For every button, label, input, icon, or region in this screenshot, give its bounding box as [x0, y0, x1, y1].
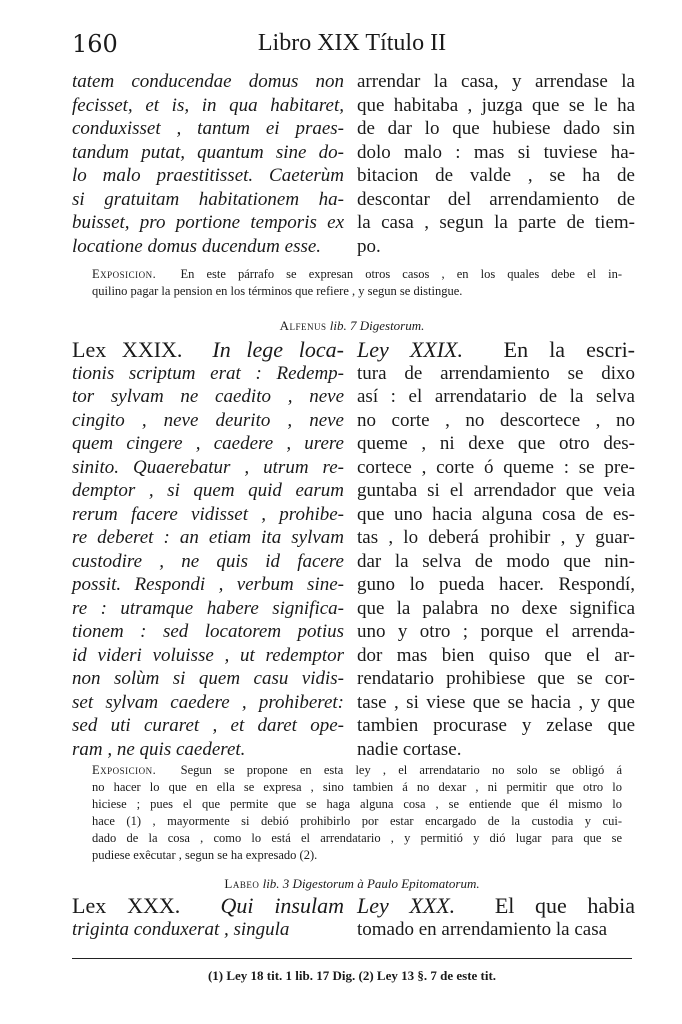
latin-text-line: conduxisset , tantum ei praes-	[72, 118, 344, 139]
citation-2	[72, 876, 632, 892]
spanish-text-line: tas , lo deberá prohibir , y guar-	[357, 527, 635, 548]
ley-label: Ley XXX.	[357, 893, 456, 918]
ley-label: Ley XXIX.	[357, 337, 463, 362]
latin-text-line: set sylvam caedere , prohiberet:	[72, 691, 344, 713]
latin-text-line: tor sylvam ne caedito , neve	[72, 386, 344, 407]
spanish-first-line	[357, 894, 635, 918]
citation-1	[72, 318, 632, 334]
exposition-line: hace (1) , mayormente si debió prohibirlo por estar encargado de la custodia y cui-	[92, 814, 622, 828]
running-head: Libro XIX Título II	[257, 30, 447, 56]
spanish-text-line: así : el arrendatario de la selva	[357, 386, 635, 407]
latin-text-line: tatem conducendae domus non	[72, 71, 344, 92]
latin-text-line: sinito. Quaerebatur , utrum re-	[72, 456, 344, 478]
spanish-text-line: tambien procurase y zelase que	[357, 715, 635, 736]
citation-ref: lib. 7 Digestorum.	[329, 318, 425, 333]
spanish-text-line: que la palabra no dexe significa	[357, 597, 635, 619]
section-3	[72, 893, 635, 950]
exposition-line: hiciese ; pues el que permite que se haga alguna cosa , se entiende que él mismo lo	[92, 797, 622, 811]
latin-text-line: quem cingere , caedere , urere	[72, 433, 344, 454]
exposition-label: Exposicion.	[92, 763, 157, 777]
ley-first-words: En la escri-	[503, 337, 636, 362]
spanish-text-line: tura de arrendamiento se dixo	[357, 362, 635, 384]
spanish-text-line: cortece , corte ó queme : se pre-	[357, 456, 635, 478]
latin-text-line: rerum facere vidisset , prohibe-	[72, 503, 344, 525]
spanish-text-line: dar la selva de modo que nin-	[357, 550, 635, 572]
latin-first-line	[72, 894, 344, 918]
footnote-rule	[72, 958, 632, 959]
spanish-text-line: dor mas bien quiso que el ar-	[357, 644, 635, 666]
spanish-text-line: guno lo pueda hacer. Respondí,	[357, 574, 635, 595]
latin-text-line: si gratuitam habitationem ha-	[72, 188, 344, 210]
spanish-text-line: la casa , segun la parte de tiem-	[357, 212, 635, 233]
exposition-2	[92, 762, 622, 864]
latin-text-line: re : utramque habere significa-	[72, 597, 344, 619]
spanish-column	[357, 894, 635, 941]
latin-text-line: non solùm si quem casu vidis-	[72, 668, 344, 689]
lex-label: Lex XXIX.	[72, 337, 183, 362]
citation-ref: lib. 3 Digestorum à Paulo Epitomatorum.	[262, 876, 480, 891]
latin-text-line: ram , ne quis caederet.	[72, 738, 246, 760]
latin-text-line: tandum putat, quantum sine do-	[72, 141, 344, 163]
spanish-text-line: bitacion de valde , se ha de	[357, 165, 635, 186]
spanish-text-line: de dar lo que hubiese dado sin	[357, 118, 635, 139]
spanish-text-line: dolo malo : mas si tuviese ha-	[357, 141, 635, 163]
page-number: 160	[72, 30, 118, 58]
latin-text-line: triginta conduxerat , singula	[72, 918, 290, 940]
spanish-text-line: guntaba si el arrendador que veia	[357, 480, 635, 501]
exposition-1	[92, 266, 622, 300]
section-1	[72, 70, 635, 260]
latin-first-line	[72, 338, 344, 362]
spanish-text-line: rendatario prohibiese que se cor-	[357, 668, 635, 689]
spanish-text-line: que habitaba , juzga que se le ha	[357, 94, 635, 116]
spanish-text-line: tase , si viese que se hacia , y que	[357, 691, 635, 713]
section-2	[72, 337, 636, 760]
latin-text-line: lo malo praestitisset. Caeterùm	[72, 165, 344, 186]
spanish-column	[357, 338, 635, 761]
exposition-line: Segun se propone en esta ley , el arrendatario no solo se obligó á	[180, 763, 622, 777]
latin-column	[72, 70, 344, 258]
exposition-line: quilino pagar la pension en los términos que refiere , y segun se distingue.	[92, 284, 463, 298]
exposition-line: dado de la cosa , como lo está el arrendatario , y permitió y dió lugar para que se	[92, 831, 622, 845]
ley-first-words: El que habia	[494, 893, 635, 918]
spanish-text-line: arrendar la casa, y arrendase la	[357, 71, 635, 92]
spanish-first-line	[357, 338, 635, 362]
spanish-text-line: po.	[357, 235, 381, 257]
spanish-text-line: uno y otro ; porque el arrenda-	[357, 621, 635, 642]
latin-text-line: cingito , neve deurito , neve	[72, 409, 344, 431]
lex-label: Lex XXX.	[72, 893, 181, 918]
latin-text-line: buisset, pro portione temporis ex	[72, 212, 344, 233]
latin-text-line: tionem : sed locatorem potius	[72, 621, 344, 642]
latin-text-line: locatione domus ducendum esse.	[72, 235, 322, 257]
latin-text-line: sed uti curaret , et daret ope-	[72, 715, 344, 736]
latin-text-line: possit. Respondi , verbum sine-	[72, 574, 344, 595]
spanish-text-line: queme , ni dexe que otro des-	[357, 433, 635, 454]
spanish-column	[357, 70, 635, 258]
spanish-text-line: no corte , no descortece , no	[357, 409, 635, 431]
latin-column	[72, 894, 344, 941]
latin-text-line: re deberet : an etiam ita sylvam	[72, 527, 344, 548]
lex-first-words: In lege loca-	[212, 337, 344, 362]
lex-first-words: Qui insulam	[220, 893, 344, 918]
latin-text-line: demptor , si quem quid earum	[72, 480, 344, 501]
latin-column	[72, 338, 344, 761]
spanish-text-line: tomado en arrendamiento la casa	[357, 918, 608, 940]
latin-text-line: fecisset, et is, in qua habitaret,	[72, 94, 344, 116]
latin-text-line: tionis scriptum erat : Redemp-	[72, 362, 344, 384]
citation-author: Alfenus	[279, 318, 327, 333]
exposition-line: En este párrafo se expresan otros casos , en los quales debe el in-	[180, 267, 623, 281]
latin-text-line: id videri voluisse , ut redemptor	[72, 644, 344, 666]
footnotes: (1) Ley 18 tit. 1 lib. 17 Dig. (2) Ley 13 §. 7 de este tit.	[207, 968, 497, 983]
citation-author: Labeo	[224, 876, 260, 891]
spanish-text-line: nadie cortase.	[357, 738, 462, 760]
exposition-label: Exposicion.	[92, 267, 157, 281]
exposition-line: no hacer lo que en ella se expresa , sino tambien á no dexar , ni permitir que otro lo	[92, 780, 622, 794]
latin-text-line: custodire , ne quis id facere	[72, 550, 344, 572]
page-header	[72, 30, 632, 64]
exposition-line: pudiese exêcutar , segun se ha expresado (2).	[92, 848, 318, 862]
spanish-text-line: que uno hacia alguna cosa de es-	[357, 503, 635, 525]
spanish-text-line: descontar del arrendamiento de	[357, 188, 635, 210]
